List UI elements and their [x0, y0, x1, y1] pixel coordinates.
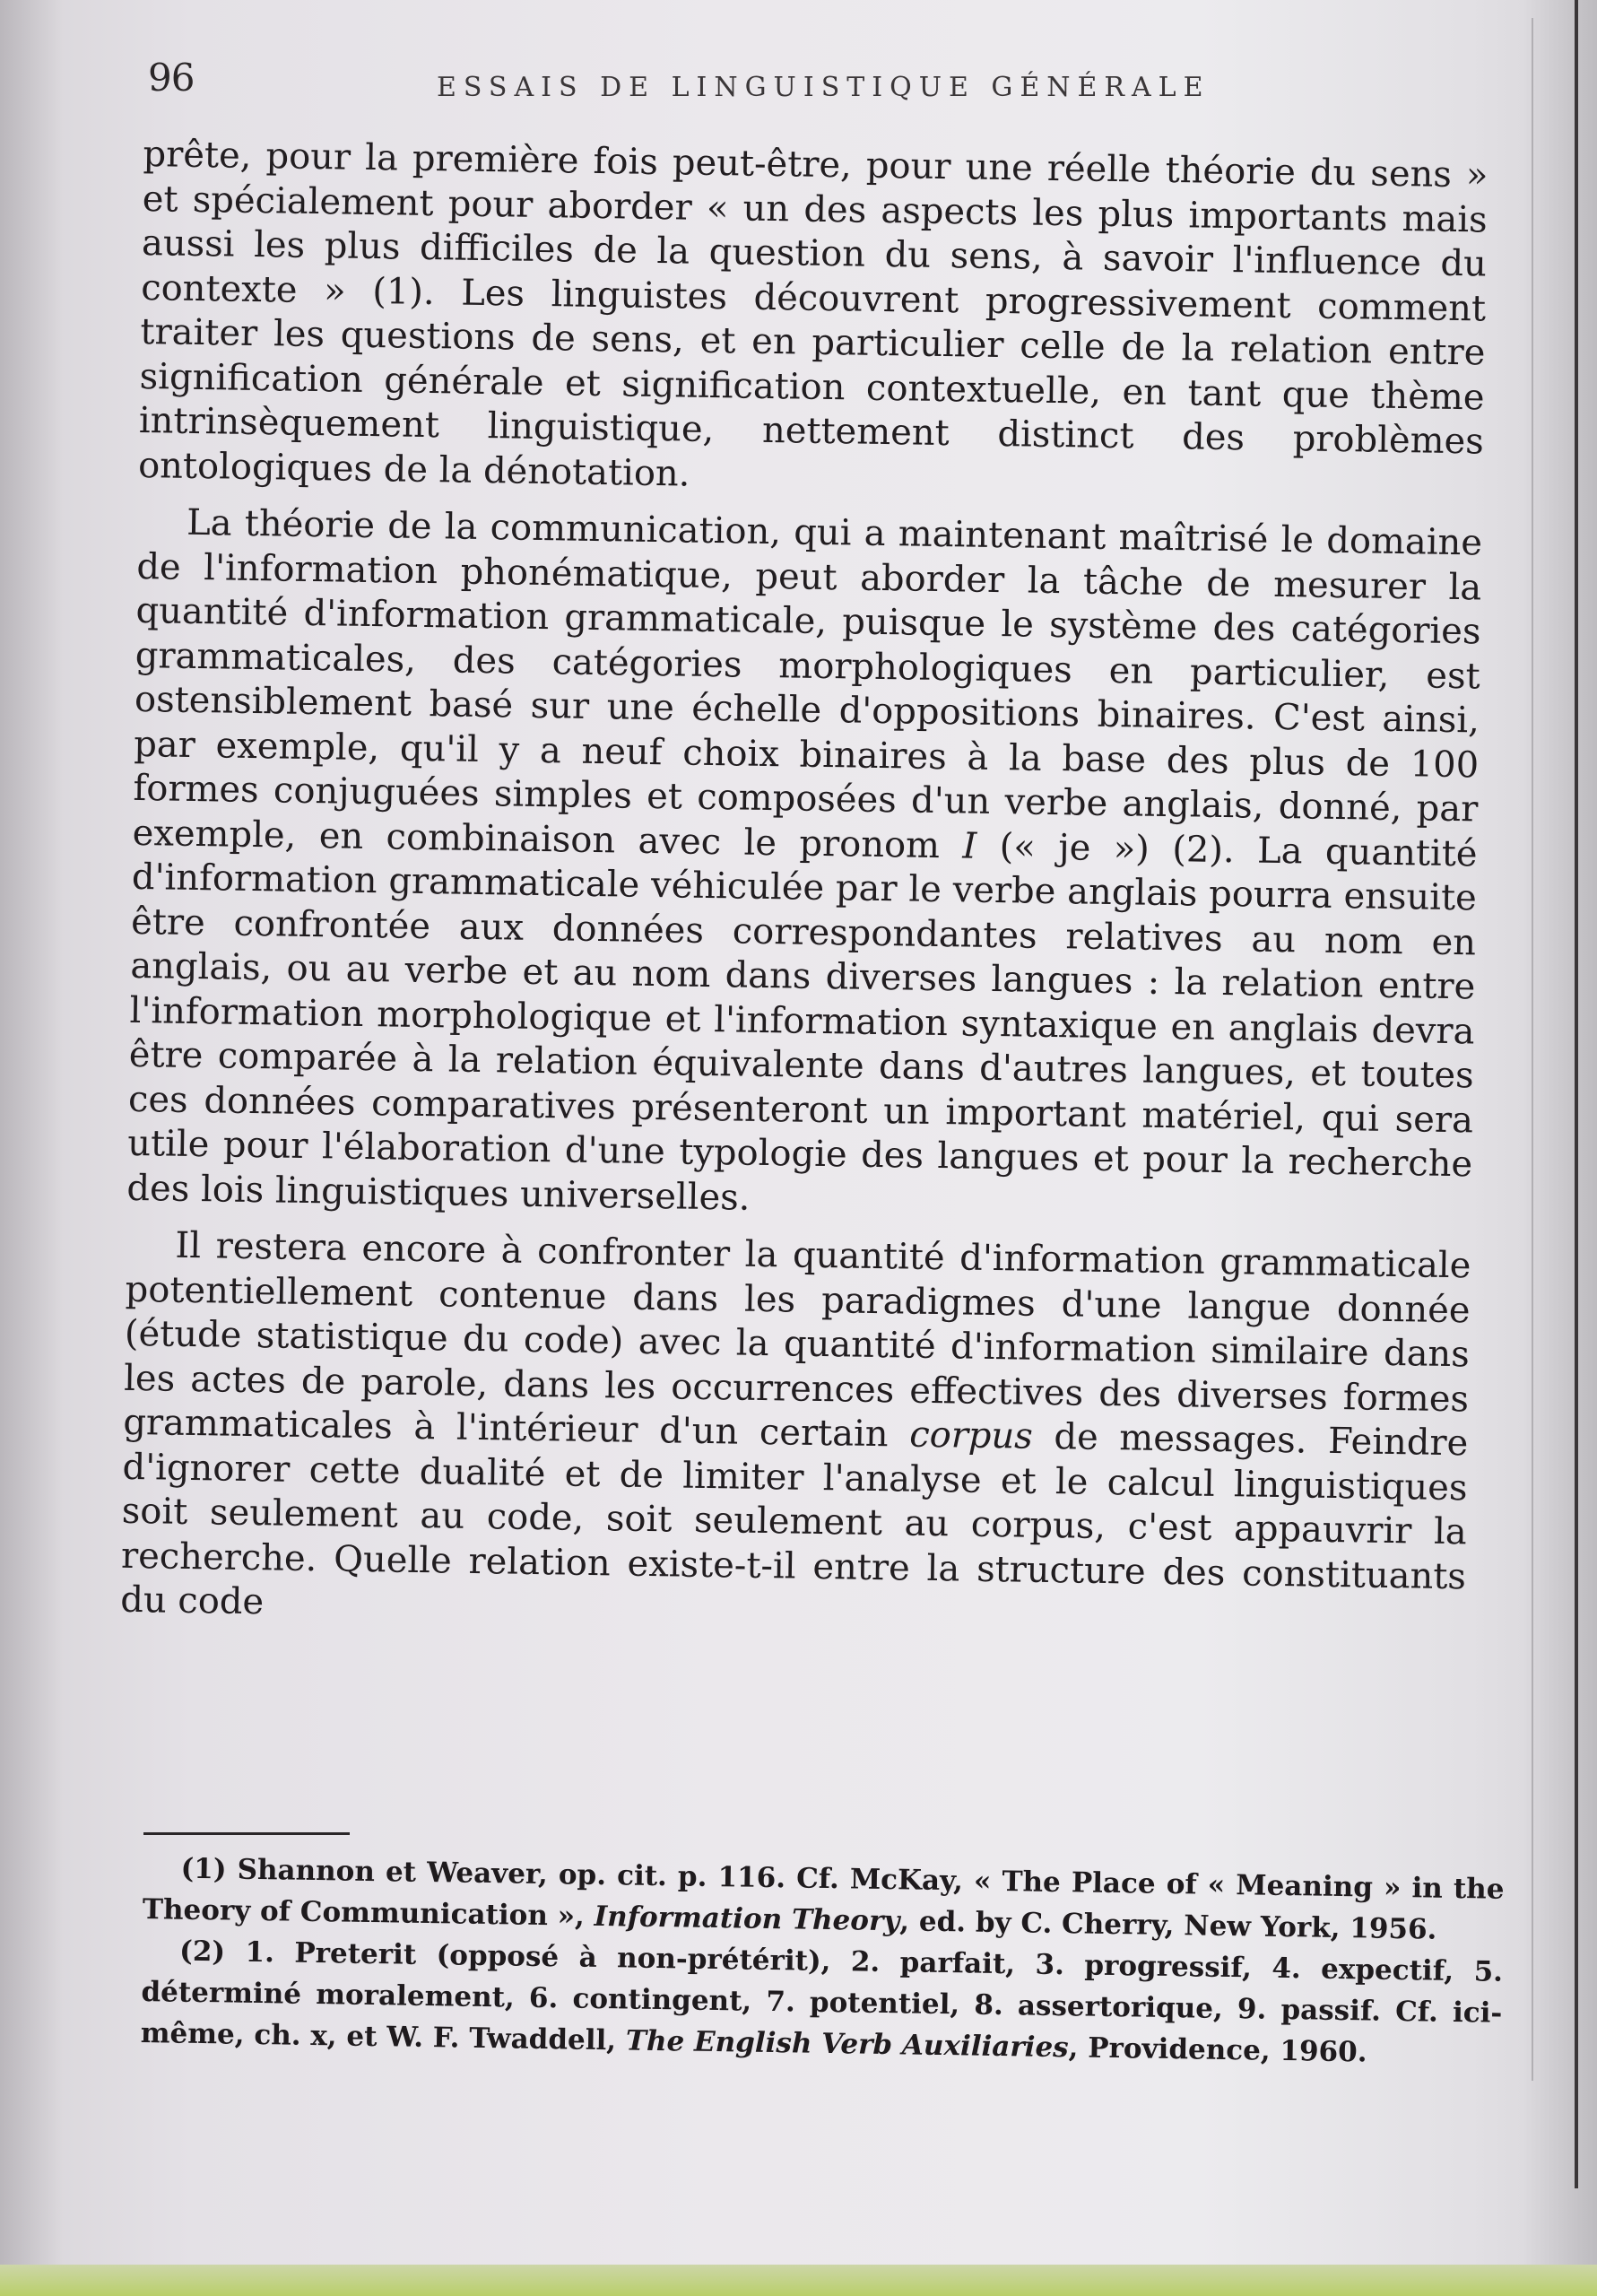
footnote-2-text-b: , Providence, 1960. [1068, 2031, 1367, 2069]
footnote-2-text-a: (2) 1. Preterit (opposé à non-prétérit), 2. parfait, 3. progressif, 4. expectif, 5. déterminé moralement, 6. contingent, 7. potentiel, 8. assertorique, 9. passif. Cf. ici-même, ch. x, et W. F. Twaddell, [140, 1935, 1504, 2057]
page-gutter-shadow [0, 0, 63, 2296]
footnote-1-italic: Information Theory [594, 1900, 900, 1938]
background-surface [0, 2265, 1597, 2296]
paragraph-3-italic: corpus [908, 1413, 1034, 1457]
footnote-1-text-a: (1) Shannon et Weaver, op. cit. p. 116. Cf. McKay, « The Place of « Meaning » in the Theory of Communication », [142, 1852, 1505, 1933]
paragraph-3-text-b: de messages. Feindre d'ignorer cette dualité et de limiter l'analyse et le calcul linguistiques soit seulement au code, soit seulement au corpus, c'est appauvrir la recherche. Quelle relation existe-t-il entre la structure des constituants du code [119, 1415, 1469, 1623]
paragraph-2-italic: I [962, 824, 977, 867]
page-header [148, 56, 1471, 109]
footnote-2 [140, 1930, 1503, 2075]
running-title: ESSAIS DE LINGUISTIQUE GÉNÉRALE [437, 72, 1211, 103]
paragraph-3 [120, 1223, 1471, 1644]
footnotes [140, 1848, 1504, 2075]
paragraph-1-text: prête, pour la première fois peut-être, pour une réelle théorie du sens » et spécialement pour aborder « un des aspects les plus importants mais aussi les plus difficiles de la question du sens, à savoir l'influence du contexte » (1). Les linguistes découvrent progressivement comment traiter les questions de sens, et en particulier celle de la relation entre signification générale et signification contextuelle, en tant que thème intrinsèquement linguistique, nettement distinct des problèmes ontologiques de la dénotation. [137, 133, 1489, 495]
paragraph-2-text-a: La théorie de la communication, qui a maintenant maîtrisé le domaine de l'information phonématique, peut aborder la tâche de mesurer la quantité d'information grammaticale, puisque le système des catégories grammaticales, des catégories morphologiques en particulier, est ostensiblement basé sur une échelle d'oppositions binaires. C'est ainsi, par exemple, qu'il y a neuf choix binaires à la base des plus de 100 formes conjuguées simples et composées d'un verbe anglais, donné, par exemple, en combinaison avec le pronom [132, 501, 1483, 866]
paragraph-1 [138, 133, 1489, 509]
body-text [120, 133, 1489, 1657]
footnote-divider [143, 1832, 350, 1835]
page-edge [1524, 0, 1597, 2296]
page-edge-border [1575, 0, 1578, 2188]
page-number: 96 [148, 56, 195, 100]
paragraph-2-text-b: (« je ») (2). La quantité d'information grammaticale véhiculée par le verbe anglais pourra ensuite être confrontée aux données correspondantes relatives au nom en anglais, ou au verbe et au nom dans diverses langues : la relation entre l'information morphologique et l'information syntaxique en anglais devra être comparée à la relation équivalente dans d'autres langues, et toutes ces données comparatives présenteront un important matériel, qui sera utile pour l'élaboration d'une typologie des langues et pour la recherche des lois linguistiques universelles. [126, 825, 1478, 1219]
paragraph-2 [126, 500, 1482, 1231]
page-edge-line [1532, 18, 1533, 2081]
paragraph-3-text-a: Il restera encore à confronter la quantité d'information grammaticale potentiellement contenue dans les paradigmes d'une langue donnée (étude statistique du code) avec la quantité d'information similaire dans les actes de parole, dans les occurrences effectives des diverses formes grammaticales à l'intérieur d'un certain [123, 1224, 1471, 1456]
footnote-2-italic: The English Verb Auxiliaries [625, 2024, 1069, 2065]
footnote-1-text-b: , ed. by C. Cherry, New York, 1956. [899, 1905, 1437, 1946]
